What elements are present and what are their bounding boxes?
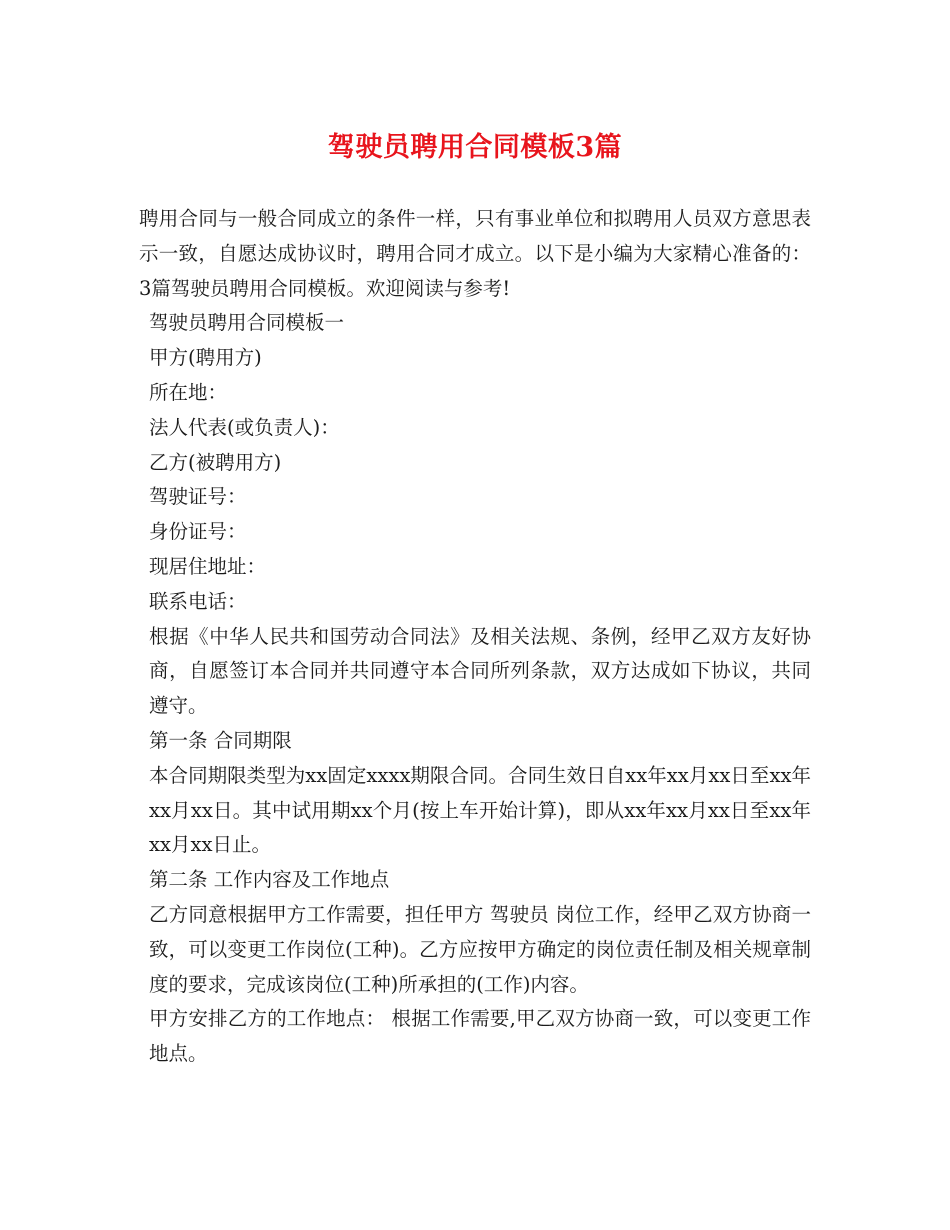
document-title: 驾驶员聘用合同模板3篇 bbox=[327, 132, 623, 163]
legal-representative-field: 法人代表(或负责人)： bbox=[149, 415, 340, 439]
phone-field: 联系电话： bbox=[149, 589, 247, 613]
article-one-paragraph: 本合同期限类型为xx固定xxxx期限合同。合同生效日自xx年xx月xx日至xx年xx月xx日。其中试用期xx个月(按上车开始计算)，即从xx年xx月xx日至xx年xx月xx日止。 bbox=[149, 763, 811, 857]
article-one-heading: 第一条 合同期限 bbox=[149, 728, 292, 752]
intro-paragraph: 聘用合同与一般合同成立的条件一样，只有事业单位和拟聘用人员双方意思表示一致，自愿达成协议时，聘用合同才成立。以下是小编为大家精心准备的：3篇驾驶员聘用合同模板。欢迎阅读与参考! bbox=[139, 207, 811, 300]
id-number-field: 身份证号： bbox=[149, 520, 247, 544]
driver-license-field: 驾驶证号： bbox=[149, 485, 247, 509]
workplace-paragraph: 甲方安排乙方的工作地点： 根据工作需要,甲乙双方协商一致，可以变更工作地点。 bbox=[149, 1007, 811, 1066]
article-two-paragraph: 乙方同意根据甲方工作需要，担任甲方 驾驶员 岗位工作，经甲乙双方协商一致，可以变更工作岗位(工种)。乙方应按甲方确定的岗位责任制及相关规章制度的要求，完成该岗位(工种)所承担的(工作)内容。 bbox=[149, 902, 811, 996]
article-two-heading: 第二条 工作内容及工作地点 bbox=[149, 868, 390, 892]
location-field: 所在地： bbox=[149, 380, 228, 404]
preamble-paragraph: 根据《中华人民共和国劳动合同法》及相关法规、条例，经甲乙双方友好协商，自愿签订本合同并共同遵守本合同所列条款，双方达成如下协议，共同遵守。 bbox=[149, 624, 811, 718]
document-body bbox=[139, 202, 811, 1072]
address-field: 现居住地址： bbox=[149, 554, 267, 578]
party-a-label: 甲方(聘用方) bbox=[149, 346, 262, 370]
party-b-label: 乙方(被聘用方) bbox=[149, 450, 282, 474]
section-heading-template-one: 驾驶员聘用合同模板一 bbox=[149, 311, 345, 335]
